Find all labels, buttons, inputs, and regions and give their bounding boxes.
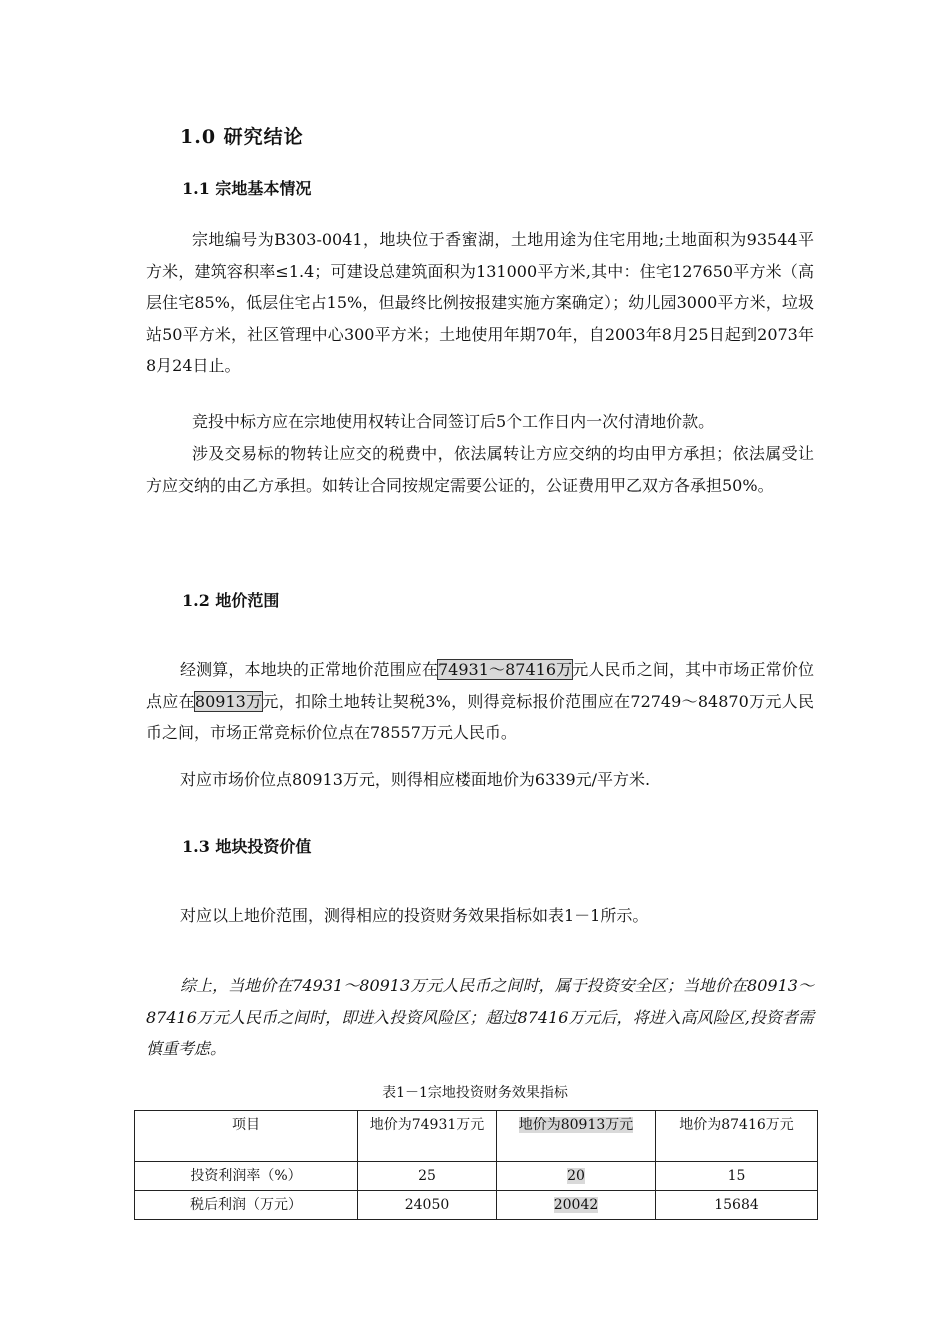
- table-header-cell: [497, 1111, 656, 1162]
- section-1-1-title: 1.1 宗地基本情况: [182, 179, 312, 198]
- table-header-cell: 项目: [135, 1111, 358, 1162]
- table-cell: 24050: [358, 1191, 497, 1220]
- price-range-highlight: 74931～87416万: [437, 660, 573, 679]
- table-row: [135, 1191, 818, 1220]
- table-row: [135, 1162, 818, 1191]
- table-cell: 15: [656, 1162, 818, 1191]
- section-1-0-title: 1.0 研究结论: [180, 126, 304, 148]
- table-cell: 税后利润（万元）: [135, 1191, 358, 1220]
- price-point-highlight: 80913万: [194, 691, 263, 711]
- section-1-2-paragraph-2: 对应市场价位点80913万元，则得相应楼面地价为6339元/平方米.: [180, 770, 651, 789]
- section-1-3-paragraph-1: 对应以上地价范围，测得相应的投资财务效果指标如表1－1所示。: [180, 906, 649, 925]
- highlighted-cell-text: 20: [567, 1168, 585, 1184]
- table-cell: 15684: [656, 1191, 818, 1220]
- table-cell: [497, 1191, 656, 1220]
- table-header-row: [135, 1111, 818, 1162]
- highlighted-header-text: 地价为80913万元: [518, 1117, 634, 1133]
- section-1-2-title: 1.2 地价范围: [182, 591, 280, 610]
- section-1-3-title: 1.3 地块投资价值: [182, 837, 312, 856]
- table-header-cell: 地价为87416万元: [656, 1111, 818, 1162]
- financial-indicator-table: [134, 1110, 818, 1220]
- section-1-3-summary: 综上，当地价在74931～80913万元人民币之间时，属于投资安全区；当地价在80913～87416万元人民币之间时，即进入投资风险区；超过87416万元后，将进入高风险区,投资者需慎重考虑。: [146, 976, 814, 1058]
- section-1-1-paragraph-2: 竞投中标方应在宗地使用权转让合同签订后5个工作日内一次付清地价款。: [192, 412, 715, 431]
- section-1-2-paragraph-1: [146, 654, 814, 749]
- text-segment: 元，扣除土地转让契税3%，则得竞标报价范围应在72749～84870万元人民币之间，市场正常竞标价位点在78557万元人民币。: [146, 691, 814, 742]
- table-cell: 投资利润率（%）: [135, 1162, 358, 1191]
- section-1-1-paragraph-3: 涉及交易标的物转让应交的税费中，依法属转让方应交纳的均由甲方承担；依法属受让方应交纳的由乙方承担。如转让合同按规定需要公证的，公证费用甲乙双方各承担50%。: [146, 444, 814, 495]
- highlighted-cell-text: 20042: [553, 1197, 599, 1213]
- table-cell: [497, 1162, 656, 1191]
- text-segment: 元人民币之间，其中市场正常价位点应在: [146, 660, 814, 711]
- table-caption: 表1－1宗地投资财务效果指标: [382, 1085, 568, 1101]
- section-1-1-paragraph-1: 宗地编号为B303-0041，地块位于香蜜湖，土地用途为住宅用地;土地面积为93544平方米，建筑容积率≤1.4；可建设总建筑面积为131000平方米,其中：住宅127650平方米（高层住宅85%，低层住宅占15%，但最终比例按报建实施方案确定）；幼儿园3000平方米，垃圾站50平方米，社区管理中心300平方米；土地使用年期70年，自2003年8月25日起到2073年8月24日止。: [146, 230, 814, 375]
- text-segment: 经测算，本地块的正常地价范围应在: [180, 660, 438, 679]
- table-cell: 25: [358, 1162, 497, 1191]
- table-header-cell: 地价为74931万元: [358, 1111, 497, 1162]
